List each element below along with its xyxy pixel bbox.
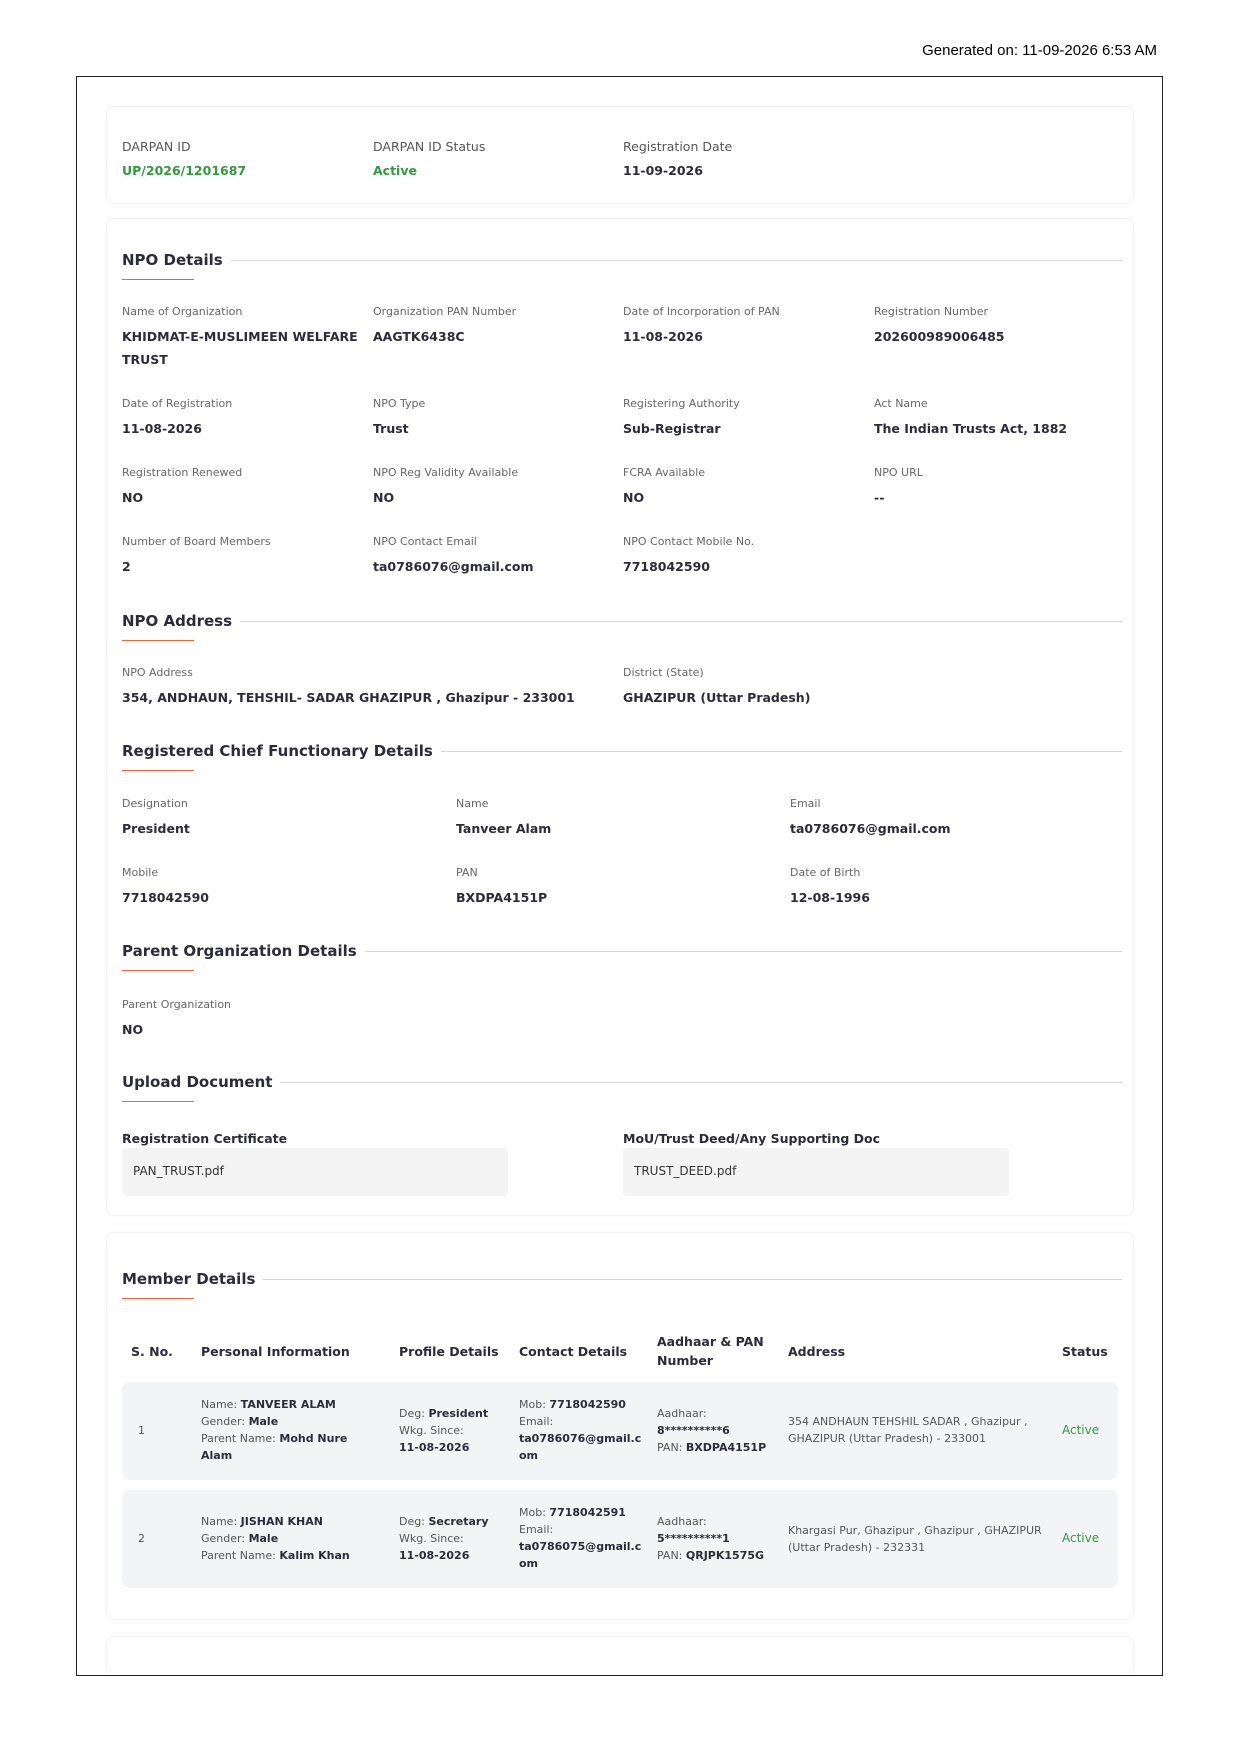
reg-date-label: Date of Registration bbox=[122, 397, 233, 410]
section-title: Registered Chief Functionary Details bbox=[122, 742, 441, 760]
pan-date-value: 11-08-2026 bbox=[623, 329, 703, 344]
status-badge: Active bbox=[1062, 1531, 1100, 1545]
board-members-value: 2 bbox=[122, 559, 131, 574]
validity-value: NO bbox=[373, 490, 395, 505]
org-name-label: Name of Organization bbox=[122, 305, 243, 318]
parent-org-label: Parent Organization bbox=[122, 998, 232, 1011]
section-title: Parent Organization Details bbox=[122, 942, 365, 960]
darpan-status-value: Active bbox=[373, 163, 417, 178]
col-profile: Profile Details bbox=[399, 1344, 499, 1359]
authority-label: Registering Authority bbox=[623, 397, 740, 410]
chief-email-value: ta0786076@gmail.com bbox=[790, 821, 951, 836]
registration-certificate-label: Registration Certificate bbox=[122, 1131, 288, 1146]
act-name-value: The Indian Trusts Act, 1882 bbox=[874, 421, 1068, 436]
row-aadhaar-pan: Aadhaar: 5**********1 PAN: QRJPK1575G bbox=[657, 1515, 765, 1562]
chief-mobile-label: Mobile bbox=[122, 866, 159, 879]
section-title: Upload Document bbox=[122, 1073, 280, 1091]
contact-mobile-label: NPO Contact Mobile No. bbox=[623, 535, 755, 548]
org-pan-value: AAGTK6438C bbox=[373, 329, 465, 344]
file-name[interactable]: TRUST_DEED.pdf bbox=[634, 1164, 737, 1178]
row-contact: Mob: 7718042590 Email: ta0786076@gmail.com bbox=[519, 1398, 642, 1462]
member-details-header bbox=[122, 1270, 1122, 1300]
registration-date-value: 11-09-2026 bbox=[623, 163, 703, 178]
npo-url-value: -- bbox=[874, 490, 885, 505]
col-status: Status bbox=[1062, 1344, 1108, 1359]
file-name[interactable]: PAN_TRUST.pdf bbox=[133, 1164, 224, 1178]
col-contact: Contact Details bbox=[519, 1344, 628, 1359]
chief-dob-value: 12-08-1996 bbox=[790, 890, 870, 905]
generated-timestamp: Generated on: 11-09-2026 6:53 AM bbox=[922, 42, 1157, 59]
row-profile: Deg: Secretary Wkg. Since: 11-08-2026 bbox=[399, 1515, 489, 1562]
npo-url-label: NPO URL bbox=[874, 466, 923, 479]
row-sno: 1 bbox=[138, 1424, 145, 1437]
registration-date-label: Registration Date bbox=[623, 139, 733, 154]
npo-address-value: 354, ANDHAUN, TEHSHIL- SADAR GHAZIPUR , Ghazipur - 233001 bbox=[122, 690, 575, 705]
row-personal-info: Name: JISHAN KHAN Gender: Male Parent Name: Kalim Khan bbox=[201, 1515, 350, 1562]
npo-details-header bbox=[122, 251, 1122, 281]
parent-org-header bbox=[122, 942, 1122, 972]
fcra-label: FCRA Available bbox=[623, 466, 706, 479]
reg-number-label: Registration Number bbox=[874, 305, 989, 318]
chief-pan-value: BXDPA4151P bbox=[456, 890, 548, 905]
row-address: Khargasi Pur, Ghazipur , Ghazipur , GHAZIPUR (Uttar Pradesh) - 232331 bbox=[788, 1524, 1042, 1554]
reg-number-value: 202600989006485 bbox=[874, 329, 1005, 344]
upload-document-header bbox=[122, 1073, 1122, 1103]
darpan-id-value: UP/2026/1201687 bbox=[122, 163, 247, 178]
contact-email-value: ta0786076@gmail.com bbox=[373, 559, 534, 574]
darpan-status-label: DARPAN ID Status bbox=[373, 139, 486, 154]
pan-date-label: Date of Incorporation of PAN bbox=[623, 305, 780, 318]
authority-value: Sub-Registrar bbox=[623, 421, 721, 436]
parent-org-value: NO bbox=[122, 1022, 144, 1037]
chief-pan-label: PAN bbox=[456, 866, 478, 879]
renewed-label: Registration Renewed bbox=[122, 466, 243, 479]
chief-name-label: Name bbox=[456, 797, 489, 810]
fcra-value: NO bbox=[623, 490, 645, 505]
section-title: NPO Details bbox=[122, 251, 231, 269]
registration-certificate-file[interactable] bbox=[122, 1148, 508, 1196]
col-personal-info: Personal Information bbox=[201, 1344, 350, 1359]
board-members-label: Number of Board Members bbox=[122, 535, 271, 548]
validity-label: NPO Reg Validity Available bbox=[373, 466, 519, 479]
row-profile: Deg: President Wkg. Since: 11-08-2026 bbox=[399, 1407, 489, 1454]
col-sno: S. No. bbox=[131, 1344, 173, 1359]
row-contact: Mob: 7718042591 Email: ta0786075@gmail.com bbox=[519, 1506, 642, 1570]
npo-address-header bbox=[122, 612, 1122, 642]
darpan-summary-card bbox=[106, 106, 1134, 204]
row-sno: 2 bbox=[138, 1532, 145, 1545]
org-name-value: KHIDMAT-E-MUSLIMEEN WELFARE TRUST bbox=[122, 329, 358, 367]
col-aadhaar-pan: Aadhaar & PAN Number bbox=[657, 1334, 764, 1368]
chief-functionary-header bbox=[122, 742, 1122, 772]
chief-dob-label: Date of Birth bbox=[790, 866, 861, 879]
act-name-label: Act Name bbox=[874, 397, 928, 410]
row-personal-info: Name: TANVEER ALAM Gender: Male Parent Name: Mohd Nure Alam bbox=[201, 1398, 348, 1462]
darpan-id-label: DARPAN ID bbox=[122, 139, 191, 154]
chief-mobile-value: 7718042590 bbox=[122, 890, 209, 905]
contact-mobile-value: 7718042590 bbox=[623, 559, 710, 574]
trust-deed-file[interactable] bbox=[623, 1148, 1009, 1196]
contact-email-label: NPO Contact Email bbox=[373, 535, 477, 548]
district-value: GHAZIPUR (Uttar Pradesh) bbox=[623, 690, 811, 705]
section-title: Member Details bbox=[122, 1270, 263, 1288]
npo-type-value: Trust bbox=[373, 421, 409, 436]
npo-type-label: NPO Type bbox=[373, 397, 426, 410]
chief-email-label: Email bbox=[790, 797, 821, 810]
row-address: 354 ANDHAUN TEHSHIL SADAR , Ghazipur , GHAZIPUR (Uttar Pradesh) - 233001 bbox=[788, 1415, 1028, 1445]
trust-deed-label: MoU/Trust Deed/Any Supporting Doc bbox=[623, 1131, 881, 1146]
designation-value: President bbox=[122, 821, 190, 836]
row-aadhaar-pan: Aadhaar: 8**********6 PAN: BXDPA4151P bbox=[657, 1407, 767, 1454]
npo-address-label: NPO Address bbox=[122, 666, 193, 679]
chief-name-value: Tanveer Alam bbox=[456, 821, 552, 836]
district-label: District (State) bbox=[623, 666, 704, 679]
status-badge: Active bbox=[1062, 1423, 1100, 1437]
section-title: NPO Address bbox=[122, 612, 240, 630]
designation-label: Designation bbox=[122, 797, 188, 810]
col-address: Address bbox=[788, 1344, 846, 1359]
empty-card bbox=[106, 1636, 1134, 1675]
reg-date-value: 11-08-2026 bbox=[122, 421, 202, 436]
renewed-value: NO bbox=[122, 490, 144, 505]
org-pan-label: Organization PAN Number bbox=[373, 305, 517, 318]
